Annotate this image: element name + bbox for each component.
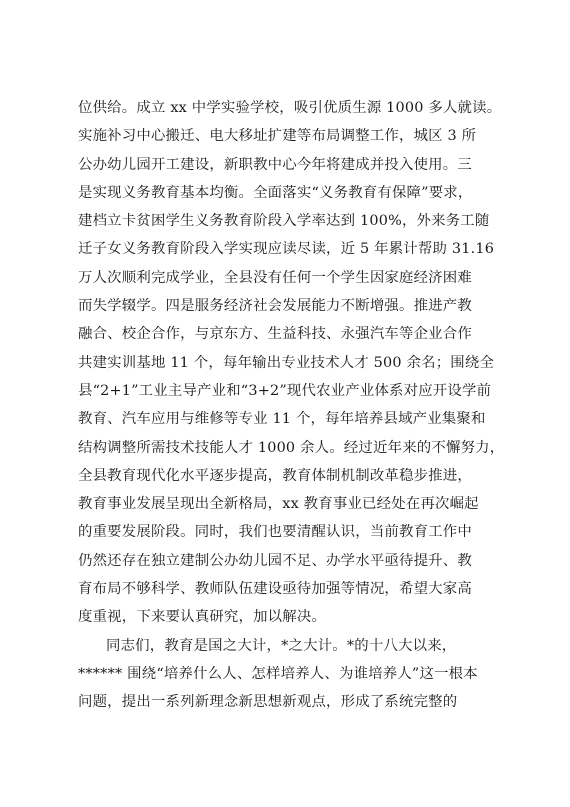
text-line: 位供给。成立 xx 中学实验学校，吸引优质生源 1000 多人就读。 xyxy=(78,100,502,116)
text-line: 是实现义务教育基本均衡。全面落实“义务教育有保障”要求， xyxy=(78,184,473,201)
text-line: 而失学辍学。四是服务经济社会发展能力不断增强。推进产教 xyxy=(78,298,472,315)
text-line: 仍然还存在独立建制公办幼儿园不足、办学水平亟待提升、教 xyxy=(78,552,472,569)
text-line: 融合、校企合作，与京东方、生益科技、永强汽车等企业合作 xyxy=(78,326,472,343)
text-line: 实施补习中心搬迁、电大移址扩建等布局调整工作，城区 3 所 xyxy=(78,128,477,145)
text-line: 育布局不够科学、教师队伍建设亟待加强等情况，希望大家高 xyxy=(78,581,472,598)
text-line: 迁子女义务教育阶段入学实现应读尽读，近 5 年累计帮助 31.16 xyxy=(78,241,495,258)
body-text xyxy=(78,94,508,717)
text-line: 结构调整所需技术技能人才 1000 余人。经过近年来的不懈努力， xyxy=(78,439,505,456)
text-line: 共建实训基地 11 个，每年输出专业技术人才 500 余名；围绕全 xyxy=(78,354,495,371)
text-line: 教育、汽车应用与维修等专业 11 个，每年培养县域产业集聚和 xyxy=(78,411,486,428)
text-line: 问题，提出一系列新理念新思想新观点，形成了系统完整的 xyxy=(78,694,458,711)
paragraph-start-line: 同志们，教育是国之大计，*之大计。*的十八大以来， xyxy=(106,637,457,654)
text-line: 全县教育现代化水平逐步提高，教育体制机制改革稳步推进， xyxy=(78,467,472,484)
text-line: 公办幼儿园开工建设，新职教中心今年将建成并投入使用。三 xyxy=(78,156,472,173)
text-line: 度重视，下来要认真研究，加以解决。 xyxy=(78,609,327,626)
text-line: 建档立卡贫困学生义务教育阶段入学率达到 100%，外来务工随 xyxy=(78,213,490,230)
text-line: 教育事业发展呈现出全新格局，xx 教育事业已经处在再次崛起 xyxy=(78,496,479,513)
text-line: 万人次顺利完成学业，全县没有任何一个学生因家庭经济困难 xyxy=(78,269,472,286)
text-line: 县“2+1”工业主导产业和“3+2”现代农业产业体系对应开设学前 xyxy=(78,382,492,399)
text-line: ****** 围绕“培养什么人、怎样培养人、为谁培养人”这一根本 xyxy=(78,665,478,682)
text-line: 的重要发展阶段。同时，我们也要清醒认识，当前教育工作中 xyxy=(78,524,472,541)
